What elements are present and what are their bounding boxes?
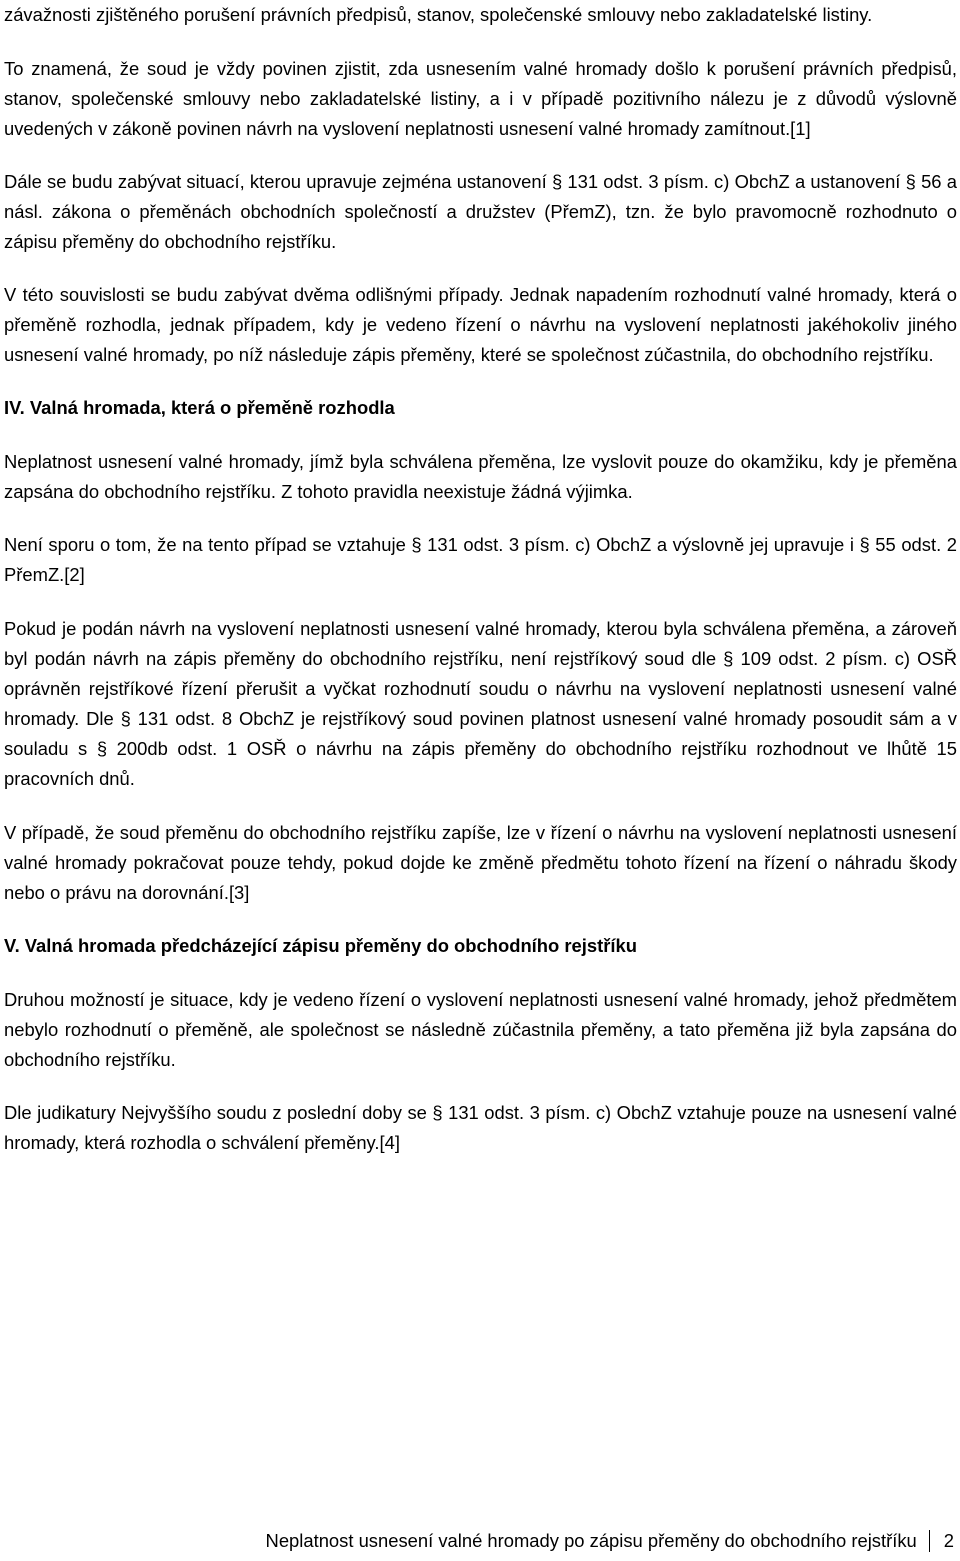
paragraph-invalidity-limit: Neplatnost usnesení valné hromady, jímž byla schválena přeměna, lze vyslovit pouze do okamžiku, kdy je přeměna zapsána do obchodního rejstříku. Z tohoto pravidla neexistuje žádná výjimka. [4,451,957,502]
footer-title: Neplatnost usnesení valné hromady po zápisu přeměny do obchodního rejstříku [265,1530,917,1551]
page-footer [266,1528,954,1554]
paragraph-court-duty: To znamená, že soud je vždy povinen zjistit, zda usnesením valné hromady došlo k porušení právních předpisů, stanov, společenské smlouvy nebo zakladatelské listiny, a i v případě pozitivního nálezu je z důvodů výslovně uvedených v zákoně povinen návrh na vyslovení neplatnosti usnesení valné hromady zamítnout.[1] [4,58,957,139]
document-page [4,0,957,1158]
page-number: 2 [943,1530,954,1551]
section-heading-iv: IV. Valná hromada, která o přeměně rozhodla [4,397,395,418]
paragraph-continuation-of-proceedings: V případě, že soud přeměnu do obchodního rejstříku zapíše, lze v řízení o návrhu na vyslovení neplatnosti usnesení valné hromady pokračovat pouze tehdy, pokud dojde ke změně předmětu tohoto řízení na řízení o náhradu škody nebo o právu na dorovnání.[3] [4,822,957,903]
paragraph-continuation: závažnosti zjištěného porušení právních předpisů, stanov, společenské smlouvy nebo zakladatelské listiny. [4,4,873,25]
paragraph-second-option: Druhou možností je situace, kdy je vedeno řízení o vyslovení neplatnosti usnesení valné hromady, jehož předmětem nebylo rozhodnutí o přeměně, ale společnost se následně zúčastnila přeměny, a tato přeměna již byla zapsána do obchodního rejstříku. [4,989,957,1070]
footer-separator [929,1530,930,1552]
paragraph-scope: Dále se budu zabývat situací, kterou upravuje zejména ustanovení § 131 odst. 3 písm. c) ObchZ a ustanovení § 56 a násl. zákona o přeměnách obchodních společností a družstev (PřemZ), tzn. že bylo pravomocně rozhodnuto o zápisu přeměny do obchodního rejstříku. [4,171,957,252]
paragraph-no-dispute: Není sporu o tom, že na tento případ se vztahuje § 131 odst. 3 písm. c) ObchZ a výslovně jej upravuje i § 55 odst. 2 PřemZ.[2] [4,534,957,585]
paragraph-case-law: Dle judikatury Nejvyššího soudu z poslední doby se § 131 odst. 3 písm. c) ObchZ vztahuje pouze na usnesení valné hromady, která rozhodla o schválení přeměny.[4] [4,1102,957,1153]
paragraph-two-cases: V této souvislosti se budu zabývat dvěma odlišnými případy. Jednak napadením rozhodnutí valné hromady, která o přeměně rozhodla, jednak případem, kdy je vedeno řízení o návrhu na vyslovení neplatnosti jakéhokoliv jiného usnesení valné hromady, po níž následuje zápis přeměny, které se společnost zúčastnila, do obchodního rejstříku. [4,284,957,365]
section-heading-v: V. Valná hromada předcházející zápisu přeměny do obchodního rejstříku [4,935,637,956]
paragraph-registry-court: Pokud je podán návrh na vyslovení neplatnosti usnesení valné hromady, kterou byla schválena přeměna, a zároveň byl podán návrh na zápis přeměny do obchodního rejstříku, není rejstříkový soud dle § 109 odst. 2 písm. c) OSŘ oprávněn rejstříkové řízení přerušit a vyčkat rozhodnutí soudu o návrhu na vyslovení neplatnosti usnesení valné hromady. Dle § 131 odst. 8 ObchZ je rejstříkový soud povinen platnost usnesení valné hromady posoudit sám a v souladu s § 200db odst. 1 OSŘ o návrhu na zápis přeměny do obchodního rejstříku rozhodnout ve lhůtě 15 pracovních dnů. [4,618,957,789]
